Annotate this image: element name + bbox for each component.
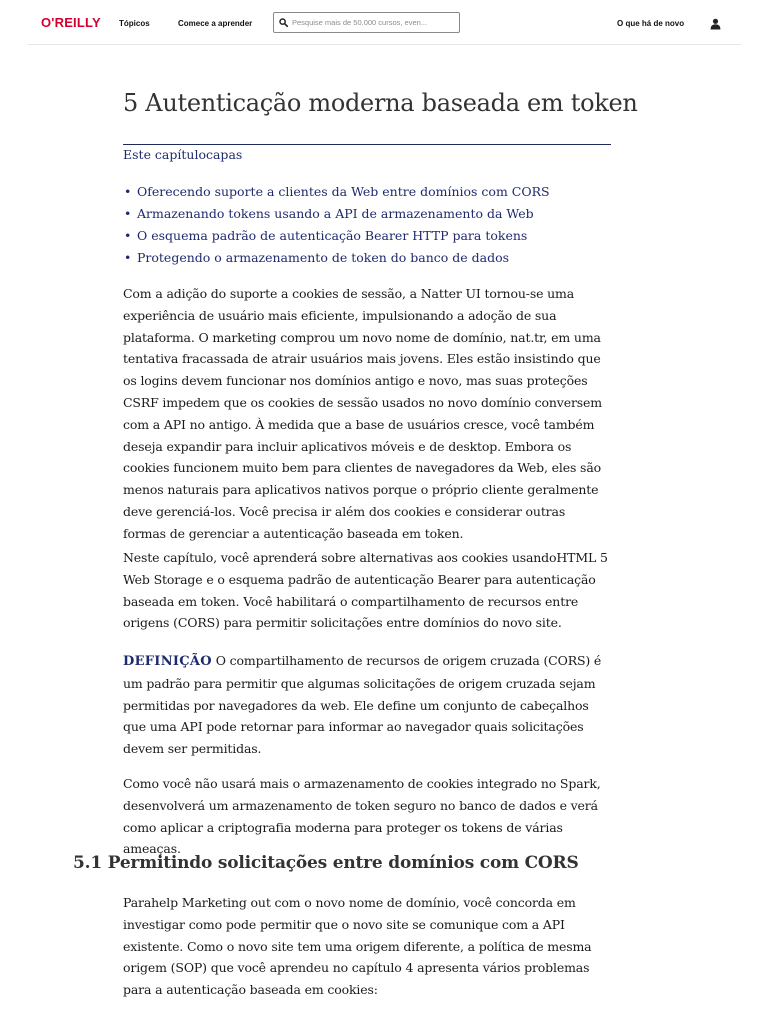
token-store-paragraph: Como você não usará mais o armazenamento de cookies integrado no Spark, desenvolverá um armazenamento de token seguro no banco de dados e verá como aplicar a criptografia moderna para proteger os tokens de várias ameaças. bbox=[123, 776, 601, 857]
chapter-overview-paragraph: Neste capítulo, você aprenderá sobre alternativas aos cookies usandoHTML 5 Web Storage e o esquema padrão de autenticação Bearer para autenticação baseada em token. Você habilitará o compartilhamento de recursos entre origens (CORS) para permitir solicitações entre domínios do novo site. bbox=[123, 550, 608, 631]
title-divider bbox=[123, 144, 611, 145]
section-heading: 5.1 Permitindo solicitações entre domínios com CORS bbox=[73, 853, 579, 873]
topic-item[interactable]: • Oferecendo suporte a clientes da Web entre domínios com CORS bbox=[123, 181, 550, 203]
section-paragraph: Parahelp Marketing out com o novo nome de domínio, você concorda em investigar como pode permitir que o novo site se comunique com a API existente. Como o novo site tem uma origem diferente, a política de mesma origem (SOP) que você aprendeu no capítulo 4 apresenta vários problemas para a autenticação baseada em cookies: bbox=[123, 895, 592, 998]
nav-whats-new-link[interactable]: O que há de novo bbox=[617, 19, 685, 28]
search-box[interactable] bbox=[273, 12, 460, 33]
intro-paragraph: Com a adição do suporte a cookies de sessão, a Natter UI tornou-se uma experiência de usuário mais eficiente, impulsionando a adoção de sua plataforma. O marketing comprou um novo nome de domínio, nat.tr, em uma tentativa fracassada de atrair usuários mais jovens. Eles estão insistindo que os logins devem funcionar nos domínios antigo e novo, mas suas proteções CSRF impedem que os cookies de sessão usados no novo domínio conversem com a API no antigo. À medida que a base de usuários cresce, você também deseja expandir para incluir aplicativos móveis e de desktop. Embora os cookies funcionem muito bem para clientes de navegadores da Web, eles são menos naturais para aplicativos nativos porque o próprio cliente geralmente deve gerenciá-los. Você precisa ir além dos cookies e considerar outras formas de gerenciar a autenticação baseada em token. bbox=[123, 286, 602, 541]
definition-text: O compartilhamento de recursos de origem cruzada (CORS) é um padrão para permitir que algumas solicitações de origem cruzada sejam permitidas por navegadores da web. Ele define um conjunto de cabeçalhos que uma API pode retornar para informar ao navegador quais solicitações devem ser permitidas. bbox=[123, 653, 602, 757]
user-menu-button[interactable] bbox=[710, 17, 721, 35]
chapter-covers-label: Este capítulocapas bbox=[123, 147, 243, 162]
topic-item[interactable]: • Armazenando tokens usando a API de armazenamento da Web bbox=[123, 203, 550, 225]
user-icon bbox=[710, 18, 721, 30]
search-input[interactable] bbox=[292, 18, 452, 27]
chapter-title: 5 Autenticação moderna baseada em token bbox=[123, 89, 638, 117]
chapter-topics-list bbox=[123, 181, 550, 269]
definition-label: DEFINIÇÃO bbox=[123, 654, 212, 669]
nav-start-learning-link[interactable]: Comece a aprender bbox=[178, 19, 253, 28]
oreilly-logo[interactable]: O'REILLY bbox=[41, 15, 101, 30]
top-navigation-bar bbox=[28, 0, 741, 45]
topic-item[interactable]: • Protegendo o armazenamento de token do banco de dados bbox=[123, 247, 550, 269]
search-icon bbox=[279, 18, 288, 27]
nav-topics-link[interactable]: Tópicos bbox=[119, 19, 150, 28]
definition-callout bbox=[123, 650, 611, 760]
topic-item[interactable]: • O esquema padrão de autenticação Bearer HTTP para tokens bbox=[123, 225, 550, 247]
